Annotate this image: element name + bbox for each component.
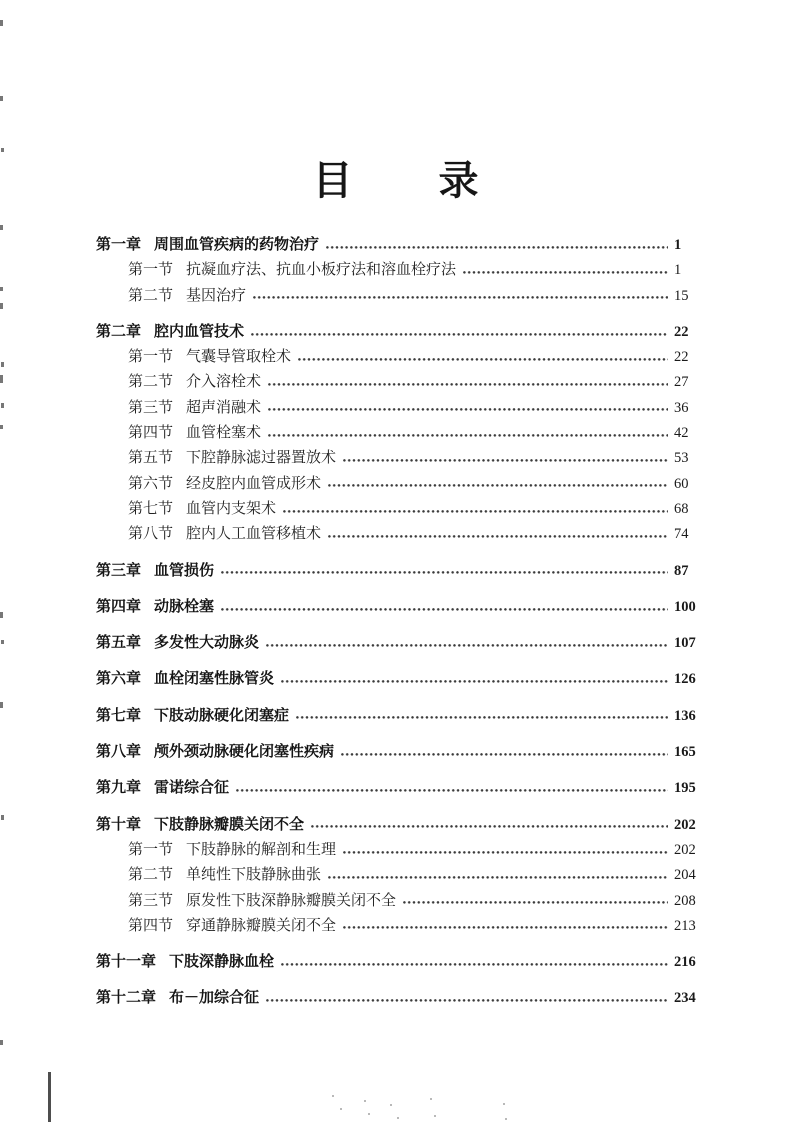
toc-entry-page: 60 <box>674 475 689 492</box>
dot-leader <box>266 644 668 647</box>
toc-entry-title: 原发性下肢深静脉瓣膜关闭不全 <box>186 892 397 909</box>
toc-entry-title: 血栓闭塞性脉管炎 <box>154 671 275 688</box>
toc-entry-title: 雷诺综合征 <box>154 780 230 797</box>
toc-entry-number: 第一节 <box>128 841 174 858</box>
dot-leader <box>328 535 668 538</box>
toc-row <box>96 889 700 914</box>
dot-leader <box>328 484 668 487</box>
toc-entry-number: 第四章 <box>96 598 142 615</box>
toc-row <box>96 704 700 729</box>
toc-entry-title: 血管栓塞术 <box>186 425 262 442</box>
toc-entry-title: 下肢深静脉血栓 <box>169 954 275 971</box>
toc-entry-page: 22 <box>674 349 689 366</box>
toc-entry-page: 213 <box>674 917 696 934</box>
scan-edge-mark <box>1 815 4 820</box>
toc-row <box>96 472 700 497</box>
toc-entry-page: 87 <box>674 562 689 579</box>
toc-entry-number: 第十一章 <box>96 954 157 971</box>
table-of-contents <box>96 233 700 1012</box>
scan-speck <box>340 1108 342 1110</box>
scan-speck <box>397 1117 399 1119</box>
toc-entry-page: 22 <box>674 323 689 340</box>
toc-entry-title: 下腔静脉滤过器置放术 <box>186 450 337 467</box>
toc-entry-title: 动脉栓塞 <box>154 598 215 615</box>
toc-entry-number: 第六章 <box>96 671 142 688</box>
toc-entry-number: 第六节 <box>128 475 174 492</box>
toc-row <box>96 522 700 547</box>
page-title: 目 录 <box>312 158 481 203</box>
toc-row <box>96 914 700 939</box>
dot-leader <box>236 789 668 792</box>
scan-speck <box>430 1098 432 1100</box>
toc-entry-number: 第一节 <box>128 349 174 366</box>
dot-leader <box>251 333 668 336</box>
toc-entry-title: 基因治疗 <box>186 287 247 304</box>
toc-entry-number: 第八节 <box>128 526 174 543</box>
toc-entry-title: 介入溶栓术 <box>186 374 262 391</box>
toc-entry-title: 经皮腔内血管成形术 <box>186 475 322 492</box>
dot-leader <box>326 246 668 249</box>
toc-entry-title: 多发性大动脉炎 <box>154 635 260 652</box>
toc-entry-page: 136 <box>674 707 696 724</box>
toc-row <box>96 497 700 522</box>
dot-leader <box>403 901 668 904</box>
toc-entry-number: 第三章 <box>96 562 142 579</box>
toc-entry-page: 1 <box>674 262 682 279</box>
scan-edge-mark <box>0 225 3 230</box>
toc-entry-number: 第十章 <box>96 816 142 833</box>
toc-entry-page: 234 <box>674 990 696 1007</box>
toc-entry-number: 第一章 <box>96 237 142 253</box>
toc-entry-page: 42 <box>674 425 689 442</box>
toc-entry-number: 第二节 <box>128 287 174 304</box>
toc-entry-title: 单纯性下肢静脉曲张 <box>186 867 322 884</box>
toc-entry-number: 第十二章 <box>96 990 157 1007</box>
scan-edge-mark <box>1 362 4 367</box>
toc-entry-number: 第二章 <box>96 323 142 340</box>
toc-row <box>96 559 700 584</box>
toc-row <box>96 233 700 258</box>
scan-speck <box>364 1100 366 1102</box>
dot-leader <box>341 753 668 756</box>
toc-entry-page: 216 <box>674 954 696 971</box>
dot-leader <box>343 926 668 929</box>
scan-speck <box>332 1095 334 1097</box>
toc-entry-number: 第四节 <box>128 917 174 934</box>
toc-entry-title: 布－加综合征 <box>169 990 260 1007</box>
dot-leader <box>253 296 668 299</box>
toc-entry-page: 202 <box>674 841 696 858</box>
toc-entry-page: 208 <box>674 892 696 909</box>
toc-entry-title: 血管损伤 <box>154 562 215 579</box>
toc-entry-page: 165 <box>674 744 696 761</box>
toc-entry-title: 抗凝血疗法、抗血小板疗法和溶血栓疗法 <box>186 262 457 279</box>
scan-edge-mark <box>0 287 3 291</box>
scan-speck <box>434 1115 436 1117</box>
toc-entry-title: 腔内血管技术 <box>154 323 245 340</box>
toc-entry-title: 穿通静脉瓣膜关闭不全 <box>186 917 337 934</box>
toc-row <box>96 950 700 975</box>
toc-row <box>96 370 700 395</box>
scan-edge-mark <box>0 375 3 383</box>
toc-entry-number: 第五章 <box>96 635 142 652</box>
toc-entry-number: 第九章 <box>96 780 142 797</box>
scan-edge-mark <box>0 96 3 101</box>
toc-entry-page: 100 <box>674 598 696 615</box>
toc-entry-title: 下肢静脉的解剖和生理 <box>186 841 337 858</box>
toc-row <box>96 631 700 656</box>
toc-entry-title: 周围血管疾病的药物治疗 <box>154 237 320 253</box>
dot-leader <box>268 408 668 411</box>
toc-entry-page: 204 <box>674 867 696 884</box>
toc-entry-title: 血管内支架术 <box>186 500 277 517</box>
scan-edge-mark <box>1 640 4 644</box>
dot-leader <box>268 434 668 437</box>
scan-edge-mark <box>1 148 4 152</box>
toc-entry-title: 腔内人工血管移植术 <box>186 526 322 543</box>
toc-row <box>96 421 700 446</box>
toc-entry-page: 74 <box>674 526 689 543</box>
scan-edge-mark <box>0 1040 3 1045</box>
toc-entry-number: 第一节 <box>128 262 174 279</box>
toc-entry-page: 27 <box>674 374 689 391</box>
toc-row <box>96 813 700 838</box>
toc-row <box>96 986 700 1011</box>
toc-entry-page: 15 <box>674 287 689 304</box>
scan-speck <box>505 1118 507 1120</box>
toc-entry-page: 1 <box>674 237 682 253</box>
toc-entry-number: 第四节 <box>128 425 174 442</box>
toc-entry-number: 第五节 <box>128 450 174 467</box>
toc-row <box>96 740 700 765</box>
dot-leader <box>296 716 668 719</box>
toc-entry-title: 下肢静脉瓣膜关闭不全 <box>154 816 305 833</box>
toc-entry-title: 超声消融术 <box>186 399 262 416</box>
toc-entry-title: 下肢动脉硬化闭塞症 <box>154 707 290 724</box>
dot-leader <box>221 571 668 574</box>
dot-leader <box>268 383 668 386</box>
toc-row <box>96 863 700 888</box>
scan-edge-mark <box>0 612 3 618</box>
toc-entry-number: 第二节 <box>128 374 174 391</box>
toc-entry-number: 第三节 <box>128 892 174 909</box>
dot-leader <box>328 876 668 879</box>
scan-speck <box>503 1103 505 1105</box>
toc-entry-page: 195 <box>674 780 696 797</box>
toc-entry-page: 107 <box>674 635 696 652</box>
toc-entry-title: 颅外颈动脉硬化闭塞性疾病 <box>154 744 335 761</box>
dot-leader <box>266 999 668 1002</box>
dot-leader <box>343 459 668 462</box>
toc-entry-number: 第二节 <box>128 867 174 884</box>
scan-edge-mark <box>0 303 3 309</box>
toc-row <box>96 345 700 370</box>
toc-row <box>96 284 700 309</box>
scan-speck <box>368 1113 370 1115</box>
scan-edge-mark <box>0 425 3 429</box>
scan-speck <box>390 1104 392 1106</box>
scan-edge-mark <box>0 702 3 708</box>
toc-entry-page: 36 <box>674 399 689 416</box>
toc-row <box>96 667 700 692</box>
toc-row <box>96 595 700 620</box>
toc-entry-number: 第七节 <box>128 500 174 517</box>
toc-entry-page: 68 <box>674 500 689 517</box>
toc-entry-page: 202 <box>674 816 696 833</box>
dot-leader <box>221 608 668 611</box>
scan-edge-mark <box>1 403 4 408</box>
dot-leader <box>281 963 668 966</box>
toc-entry-number: 第七章 <box>96 707 142 724</box>
toc-entry-number: 第三节 <box>128 399 174 416</box>
toc-row <box>96 776 700 801</box>
dot-leader <box>463 271 668 274</box>
dot-leader <box>281 680 668 683</box>
dot-leader <box>298 358 668 361</box>
toc-row <box>96 258 700 283</box>
toc-entry-number: 第八章 <box>96 744 142 761</box>
scan-spine-line <box>48 1072 51 1122</box>
toc-row <box>96 838 700 863</box>
toc-entry-page: 53 <box>674 450 689 467</box>
toc-row <box>96 396 700 421</box>
dot-leader <box>343 851 668 854</box>
dot-leader <box>311 825 668 828</box>
toc-row <box>96 320 700 345</box>
scan-edge-mark <box>0 20 3 26</box>
toc-entry-title: 气囊导管取栓术 <box>186 349 292 366</box>
toc-row <box>96 446 700 471</box>
dot-leader <box>283 510 668 513</box>
toc-entry-page: 126 <box>674 671 696 688</box>
